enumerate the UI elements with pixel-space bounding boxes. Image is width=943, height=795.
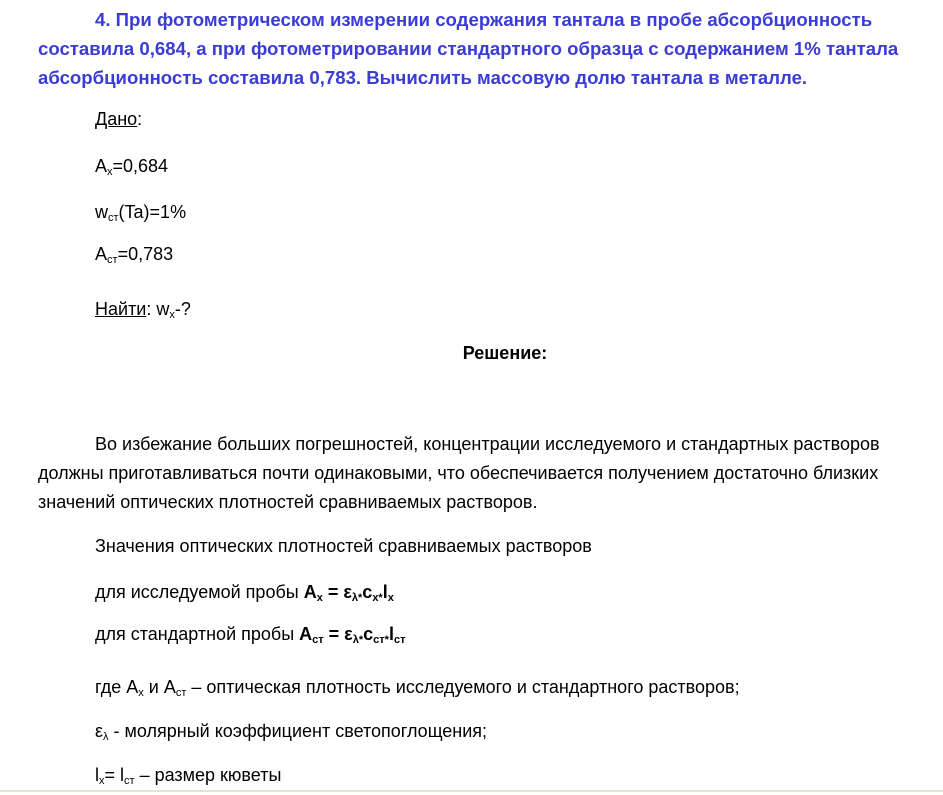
where-sub-st: ст <box>175 687 187 699</box>
sample-formula <box>304 582 394 602</box>
given-label: Дано <box>95 109 138 129</box>
densities-intro: Значения оптических плотностей сравниваемых растворов <box>95 536 592 556</box>
standard-formula <box>299 624 405 644</box>
ax-symbol: A <box>95 156 108 176</box>
given-label-line <box>95 108 142 130</box>
solution-paragraph: Во избежание больших погрешностей, концентрации исследуемого и стандартных растворов должны приготавливаться почти одинаковыми, что обеспечивается получением достаточно близких значений оптических плотностей сравниваемых растворов. <box>38 434 880 512</box>
given-ast <box>95 243 173 265</box>
sample-eps-sub: λ* <box>351 592 363 604</box>
standard-eq-eps: = ε <box>323 624 353 644</box>
sample-eq-eps: = ε <box>322 582 352 602</box>
cuvette-description: – размер кюветы <box>134 765 282 785</box>
sample-l: l <box>382 582 388 602</box>
bottom-divider <box>0 790 943 792</box>
ast-subscript: ст <box>107 254 118 266</box>
where-mid: и A <box>143 677 176 697</box>
sample-formula-label: для исследуемой пробы <box>95 582 304 602</box>
wst-symbol: w <box>95 202 108 222</box>
standard-l-sub: ст <box>393 634 406 646</box>
wst-subscript: ст <box>108 212 119 224</box>
standard-a-sub: ст <box>312 634 324 646</box>
sample-formula-line <box>95 581 394 603</box>
epsilon-line <box>95 720 487 742</box>
standard-eps-sub: λ* <box>352 634 364 646</box>
given-ax <box>95 155 168 177</box>
find-subscript: x <box>169 309 175 321</box>
standard-formula-line <box>95 623 405 645</box>
epsilon-description: - молярный коэффициент светопоглощения; <box>108 721 488 741</box>
sample-l-sub: x <box>387 592 394 604</box>
cuvette-sub-st: ст <box>124 775 135 787</box>
find-label: Найти <box>95 299 147 319</box>
ax-value: =0,684 <box>112 156 169 176</box>
standard-formula-label: для стандартной пробы <box>95 624 300 644</box>
where-pre: где A <box>95 677 139 697</box>
where-post: – оптическая плотность исследуемого и стандартного растворов; <box>186 677 740 697</box>
find-question: -? <box>174 299 191 319</box>
where-line <box>95 676 740 698</box>
sample-a-sub: x <box>316 592 323 604</box>
standard-l: l <box>388 624 394 644</box>
find-line <box>95 298 191 320</box>
sample-c-sub: x* <box>372 592 383 604</box>
epsilon-subscript: λ <box>103 731 109 743</box>
wst-value: (Ta)=1% <box>118 202 187 222</box>
cuvette-line <box>95 764 281 786</box>
ast-value: =0,783 <box>117 244 174 264</box>
standard-a: A <box>299 624 313 644</box>
cuvette-l: l <box>95 765 99 785</box>
problem-statement: 4. При фотометрическом измерении содержания тантала в пробе абсорбционность составила 0,684, а при фотометрировании стандартного образца с содержанием 1% тантала абсорбционность составила 0,783. Вычислить массовую долю тантала в металле. <box>38 9 899 88</box>
find-symbol: : w <box>146 299 170 319</box>
sample-a: A <box>303 582 317 602</box>
sample-c: c <box>362 582 373 602</box>
given-label-colon: : <box>137 109 143 129</box>
where-sub-x: x <box>138 687 144 699</box>
cuvette-sub-x: x <box>99 775 105 787</box>
cuvette-mid: = l <box>104 765 125 785</box>
ax-subscript: x <box>107 166 113 178</box>
standard-c: c <box>363 624 374 644</box>
standard-c-sub: ст* <box>373 634 389 646</box>
solution-heading: Решение: <box>462 343 548 363</box>
ast-symbol: A <box>95 244 108 264</box>
epsilon-symbol: ε <box>95 721 104 741</box>
given-wst <box>95 201 186 223</box>
